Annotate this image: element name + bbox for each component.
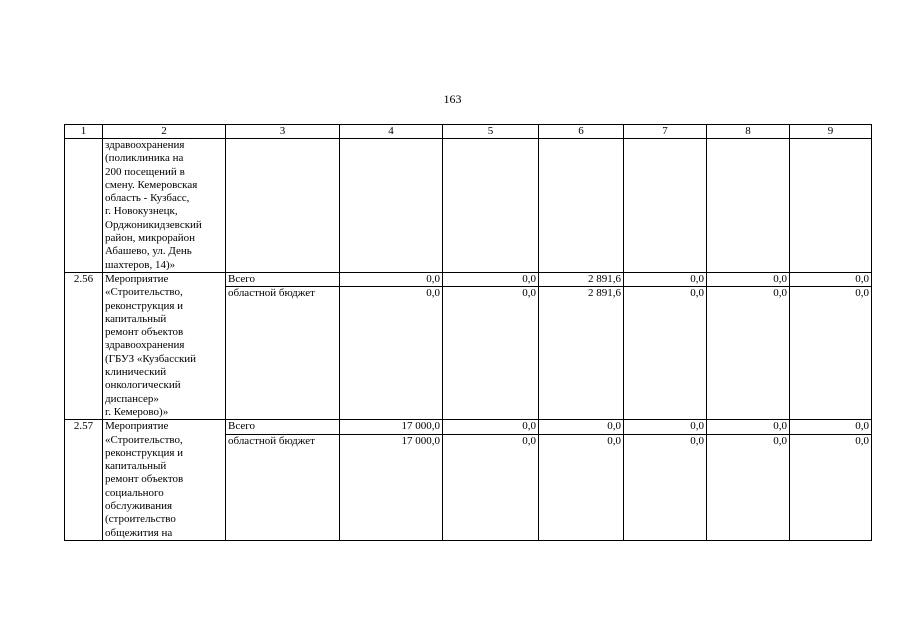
event-name-line: область - Кузбасс, bbox=[105, 192, 190, 205]
event-name-line: 200 посещений в bbox=[105, 165, 185, 178]
funding-source-label: Всего bbox=[226, 272, 340, 286]
event-name bbox=[103, 272, 226, 419]
event-name-line: здравоохранения bbox=[105, 139, 185, 151]
page-number: 163 bbox=[443, 92, 462, 106]
event-name-line: (строительство bbox=[105, 513, 176, 526]
column-header: 6 bbox=[539, 125, 624, 139]
funding-source-label: областной бюджет bbox=[226, 434, 340, 540]
event-name-line: реконструкция и bbox=[105, 299, 184, 312]
event-name-line: реконструкция и bbox=[105, 446, 184, 459]
value-cell: 0,0 bbox=[443, 272, 539, 286]
column-header: 2 bbox=[103, 125, 226, 139]
value-cell: 2 891,6 bbox=[539, 287, 624, 420]
value-cell: 0,0 bbox=[539, 420, 624, 434]
value-cell bbox=[539, 139, 624, 273]
value-cell: 17 000,0 bbox=[340, 434, 443, 540]
value-cell: 0,0 bbox=[790, 434, 872, 540]
funding-source-label: Всего bbox=[226, 420, 340, 434]
value-cell: 0,0 bbox=[443, 287, 539, 420]
value-cell bbox=[707, 139, 790, 273]
event-name-line: общежития на bbox=[105, 526, 173, 539]
funding-source-cell bbox=[226, 139, 340, 273]
event-name-line: (ГБУЗ «Кузбасский bbox=[105, 352, 197, 365]
event-name-line: диспансер» bbox=[105, 392, 159, 405]
event-name-line: (поликлиника на bbox=[105, 152, 184, 165]
table-row-continued bbox=[65, 139, 872, 273]
event-name bbox=[103, 420, 226, 541]
event-name-line: социального bbox=[105, 486, 164, 499]
value-cell: 0,0 bbox=[624, 420, 707, 434]
event-name-line: ремонт объектов bbox=[105, 326, 184, 339]
row-number: 2.56 bbox=[65, 272, 103, 419]
event-name-line: «Строительство, bbox=[105, 433, 183, 446]
value-cell: 0,0 bbox=[790, 272, 872, 286]
event-name-line: капитальный bbox=[105, 460, 167, 473]
budget-table bbox=[64, 124, 872, 541]
value-cell: 0,0 bbox=[443, 434, 539, 540]
event-name-line: клинический bbox=[105, 366, 167, 379]
column-header: 4 bbox=[340, 125, 443, 139]
event-name-line: район, микрорайон bbox=[105, 232, 196, 245]
event-name-line: г. Кемерово)» bbox=[105, 405, 169, 418]
value-cell: 0,0 bbox=[624, 287, 707, 420]
value-cell: 0,0 bbox=[707, 420, 790, 434]
event-name-line: онкологический bbox=[105, 379, 181, 392]
value-cell: 2 891,6 bbox=[539, 272, 624, 286]
value-cell: 0,0 bbox=[340, 272, 443, 286]
event-name-line: Орджоникидзевский bbox=[105, 218, 202, 231]
column-number-row bbox=[65, 125, 872, 139]
column-header: 1 bbox=[65, 125, 103, 139]
event-name-line: «Строительство, bbox=[105, 286, 183, 299]
column-header: 3 bbox=[226, 125, 340, 139]
event-name-line: шахтеров, 14)» bbox=[105, 258, 176, 271]
table-row bbox=[65, 272, 872, 286]
event-name-line: обслуживания bbox=[105, 500, 173, 513]
funding-source-label: областной бюджет bbox=[226, 287, 340, 420]
value-cell: 0,0 bbox=[340, 287, 443, 420]
value-cell: 0,0 bbox=[707, 434, 790, 540]
value-cell bbox=[624, 139, 707, 273]
row-number bbox=[65, 139, 103, 273]
column-header: 5 bbox=[443, 125, 539, 139]
value-cell: 0,0 bbox=[443, 420, 539, 434]
value-cell: 0,0 bbox=[539, 434, 624, 540]
value-cell: 0,0 bbox=[624, 272, 707, 286]
value-cell: 0,0 bbox=[707, 272, 790, 286]
column-header: 9 bbox=[790, 125, 872, 139]
column-header: 7 bbox=[624, 125, 707, 139]
table-row bbox=[65, 420, 872, 434]
column-header: 8 bbox=[707, 125, 790, 139]
row-number: 2.57 bbox=[65, 420, 103, 541]
value-cell: 0,0 bbox=[624, 434, 707, 540]
value-cell bbox=[443, 139, 539, 273]
event-name-line: смену. Кемеровская bbox=[105, 178, 198, 191]
event-name-line: капитальный bbox=[105, 312, 167, 325]
event-name-line: Абашево, ул. День bbox=[105, 245, 192, 258]
event-name-line: ремонт объектов bbox=[105, 473, 184, 486]
value-cell bbox=[340, 139, 443, 273]
event-name-line: Мероприятие bbox=[105, 420, 169, 433]
event-name-line: г. Новокузнецк, bbox=[105, 205, 178, 218]
event-name bbox=[103, 139, 226, 273]
value-cell: 0,0 bbox=[707, 287, 790, 420]
event-name-line: здравоохранения bbox=[105, 339, 185, 352]
value-cell: 17 000,0 bbox=[340, 420, 443, 434]
value-cell: 0,0 bbox=[790, 287, 872, 420]
value-cell: 0,0 bbox=[790, 420, 872, 434]
event-name-line: Мероприятие bbox=[105, 272, 169, 285]
value-cell bbox=[790, 139, 872, 273]
